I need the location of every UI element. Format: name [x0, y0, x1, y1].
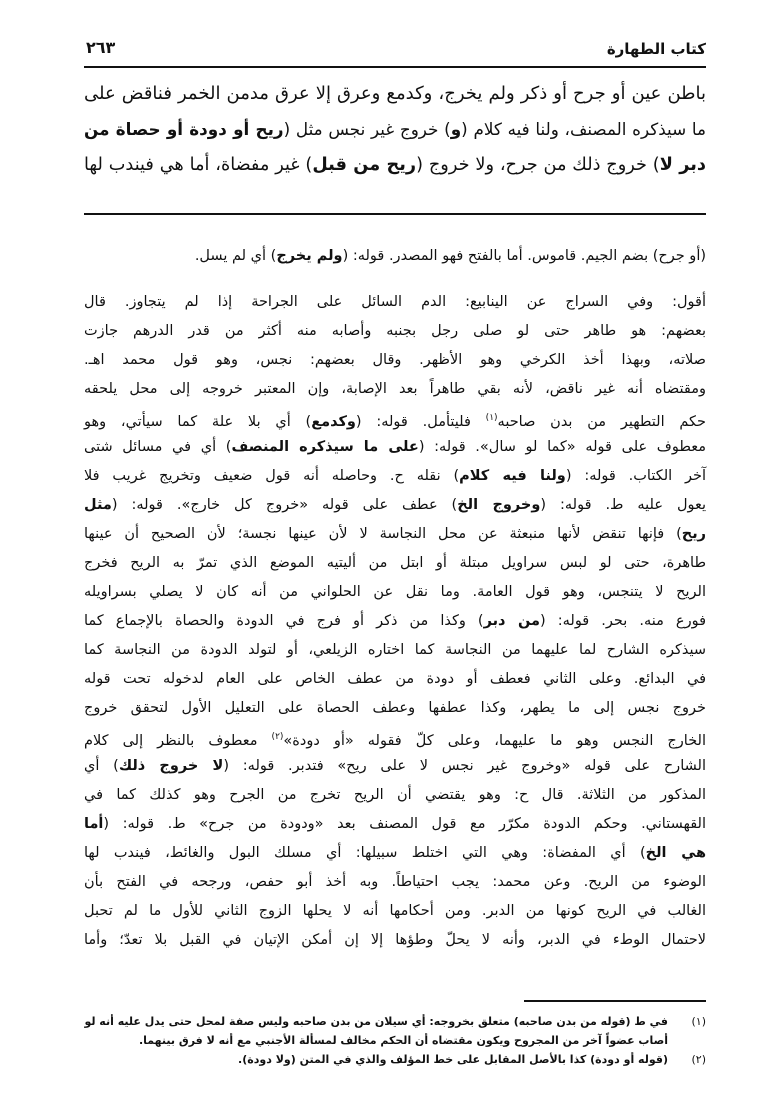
quoted-phrase: و	[450, 119, 462, 139]
text-run: صلاته، وبهذا أخذ الكرخي وهو الأظهر. وقال بعضهم: نجس، وهو قول محمد اهـ.	[84, 352, 706, 368]
footnote-text: (قوله أو دودة) كذا بالأصل المقابل على خط المؤلف والذي في المتن (ولا دودة).	[238, 1053, 668, 1066]
text-run: ) نقله ح. وحاصله أنه قول ضعيف وتخريج غريب فلا	[84, 468, 460, 484]
commentary-line	[84, 694, 706, 722]
text-run: ) غير مفضاة، أما هي فيندب لها	[84, 155, 313, 175]
commentary-line	[84, 404, 706, 432]
text-run: الوضوء من الريح. وعن محمد: يجب احتياطاً. وبه أخذ أبو حفص، ورجحه في الفتح بأن	[84, 874, 706, 890]
quoted-phrase: من دبر	[483, 613, 541, 629]
text-run: ) أي في مسائل شتى	[84, 439, 232, 455]
quoted-phrase: ريح من قبل	[312, 155, 417, 175]
quoted-phrase: ريح أو دودة أو حصاة من	[84, 119, 284, 139]
main-text-line	[84, 112, 706, 147]
text-run: ) عطف على قوله «خروج كل خارج». قوله: (	[111, 497, 458, 513]
quoted-phrase: على ما سيذكره المنصف	[231, 439, 419, 455]
footnote-rule	[524, 1000, 706, 1002]
commentary-line	[84, 810, 706, 838]
footnote-line	[84, 1031, 706, 1050]
text-run: باطن عين أو جرح أو ذكر ولم يخرج، وكدمع وعرق إلا عرق مدمن الخمر فناقض على	[84, 83, 706, 104]
text-run: ) أي	[84, 758, 119, 774]
text-run: معطوف على قوله «كما لو سال». قوله: (	[418, 439, 706, 455]
text-run: الخارج النجس وهو ما عليهما، وعلى كلّ فقوله «أو دودة»	[283, 732, 706, 749]
commentary-line	[84, 462, 706, 490]
text-run: ) خروج غير نجس مثل (	[283, 119, 451, 139]
commentary-line	[84, 491, 706, 519]
footnote-ref[interactable]: (٢)	[271, 732, 284, 742]
text-run: أقول: وفي السراج عن الينابيع: الدم السائل على الجراحة إذا لم يتجاوز. قال	[84, 294, 706, 310]
commentary-line	[84, 578, 706, 606]
section-divider	[84, 213, 706, 215]
text-run: ومقتضاه أنه غير ناقض، لأنه بقي طاهراً بعد الإصابة، وإن المعتبر خروجه إلى محل يلحقه	[84, 381, 706, 397]
commentary-line	[84, 375, 706, 403]
commentary-line	[84, 926, 706, 954]
quoted-phrase: أما	[84, 816, 104, 832]
text-run: ) وكذا من ذكر أو فرج في الدودة والحصاة بالإجماع كما	[84, 613, 484, 629]
commentary-line	[84, 752, 706, 780]
commentary-line	[84, 723, 706, 751]
commentary-line	[84, 636, 706, 664]
main-text-line	[84, 76, 706, 111]
commentary-line	[84, 607, 706, 635]
quoted-phrase: هي الخ	[645, 845, 706, 861]
quoted-phrase: وكدمع	[311, 413, 356, 430]
footnotes	[84, 1012, 706, 1069]
quoted-phrase: ولم يخرج	[276, 248, 343, 264]
footnote-mark: (٢)	[691, 1053, 706, 1066]
text-run: معطوف بالنظر إلى كلام	[84, 732, 272, 749]
text-run: سيذكره الشارح لما عليهما من النجاسة كما اختاره الزيلعي، أو لتولد الدودة من النجاسة كما	[84, 642, 706, 658]
footnote-mark: (١)	[691, 1015, 706, 1028]
commentary-line	[84, 781, 706, 809]
text-run: القهستاني. وحكم الدودة مكرّر مع قول المصنف بعد «ودودة من جرح» ط. قوله: (	[103, 816, 706, 832]
text-run: لاحتمال الوطء في الدبر، وأنه لا يحلّ وطؤها إلا إن أمكن الإتيان في القبل بلا تعدّ؛ وأما	[84, 932, 706, 948]
running-header	[84, 38, 706, 62]
text-run: ) خروج ذلك من جرح، ولا خروج (	[416, 155, 660, 175]
footnote-line	[84, 1050, 706, 1069]
text-run: المذكور من الثلاثة. قال ح: وهو يقتضي أن الريح تخرج من الجرح وهو كذلك كما في	[84, 787, 706, 803]
commentary-line	[84, 317, 706, 345]
text-run: فليتأمل. قوله: (	[355, 413, 486, 430]
footnote-ref[interactable]: (١)	[485, 413, 498, 423]
text-run: بعضهم: هو طاهر حتى لو صلى رجل بجنبه وأصابه منه أكثر من قدر الدرهم جازت	[84, 323, 706, 339]
quoted-phrase: لا خروج ذلك	[118, 758, 224, 774]
text-run: الشارح على قوله «وخروج غير نجس لا على ريح» فتدبر. قوله: (	[223, 758, 706, 774]
commentary-line	[84, 665, 706, 693]
text-run: يعول عليه ط. قوله: (	[540, 497, 707, 513]
text-run: فورع منه. بحر. قوله: (	[540, 613, 707, 629]
text-run: ) فإنها تنقض لأنها منبعثة عن محل النجاسة لا لأن عينها نجسة؛ لأن الصحيح أن عينها	[84, 526, 682, 542]
commentary-line	[84, 897, 706, 925]
text-run: حكم التطهير من بدن صاحبه	[497, 413, 706, 430]
commentary-line	[84, 549, 706, 577]
text-run: الغالب في الريح كونها من الدبر. ومن أحكامها أنه لا يحلها الزوج الثاني للأول ما لم تحبل	[84, 903, 706, 919]
quoted-phrase: وخروج الخ	[457, 497, 541, 513]
commentary-line	[84, 839, 706, 867]
text-run: في البدائع. وعلى الثاني فعطف أو دودة من عطف الخاص على العام لدخوله تحت قوله	[84, 671, 706, 687]
gloss-line-text	[84, 242, 706, 270]
text-run: طاهرة، حتى لو لبس سراويل مبتلة أو ابتل من أليتيه الموضع الذي تمرّ به الريح فخرج	[84, 555, 706, 571]
text-run: ما سيذكره المصنف، ولنا فيه كلام (	[461, 119, 706, 139]
commentary-line	[84, 288, 706, 316]
footnote-text: أصاب عضواً آخر من المجروح ويكون مقتضاه أن الحكم مخالف لمسألة الأجنبي مع أنه لا فرق بينهما.	[138, 1034, 668, 1047]
main-text-line	[84, 148, 706, 183]
text-run: خروج نجس إلى ما يطهر، وكذا عطفها وعطف الحصاة على التعليل الأول لتحقق خروج	[84, 700, 706, 716]
footnote-line	[84, 1012, 706, 1031]
text-run: ) أي لم يسل.	[194, 248, 277, 264]
header-rule	[84, 66, 706, 68]
commentary-line	[84, 433, 706, 461]
text-run: ) أي المفضاة: وهي التي اختلط سبيلها: أي مسلك البول والغائط، فيندب لها	[84, 845, 646, 861]
text-run: آخر الكتاب. قوله: (	[565, 468, 707, 484]
footnote-text: في ط (قوله من بدن صاحبه) متعلق بخروجه: أي سيلان من بدن صاحبه وليس صفة لمحل حتى يدل عليه أنه لو	[84, 1015, 668, 1028]
quoted-phrase: مثل	[84, 497, 112, 513]
text-run: (أو جرح) بضم الجيم. قاموس. أما بالفتح فهو المصدر. قوله: (	[342, 248, 706, 264]
commentary-line	[84, 346, 706, 374]
commentary-line	[84, 868, 706, 896]
text-run: الريح لا يتنجس، وهو قول العامة. وما نقل عن الحلواني من أنه كان لا يصلي بسراويله	[84, 584, 706, 600]
chapter-title: كتاب الطهارة	[606, 40, 706, 58]
quoted-phrase: ولنا فيه كلام	[459, 468, 566, 484]
quoted-phrase: ريح	[681, 526, 706, 542]
commentary-line	[84, 520, 706, 548]
quoted-phrase: دبر لا	[659, 155, 706, 175]
text-run: ) أي بلا علة كما سيأتي، وهو	[84, 413, 312, 430]
page-number: ٢٦٣	[86, 38, 116, 57]
